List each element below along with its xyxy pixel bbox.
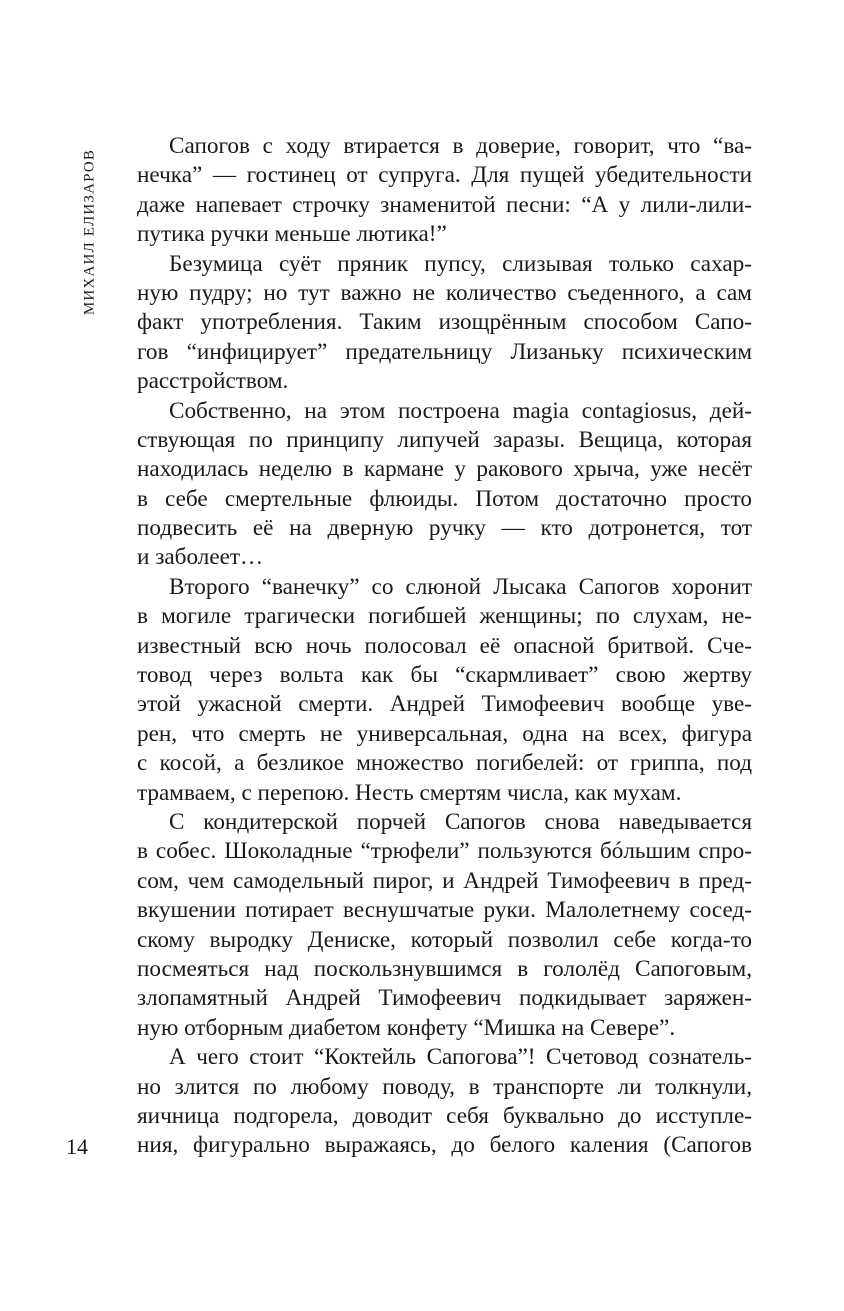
- text-line: А чего стоит “Коктейль Сапогова”! Счетовод сознатель-: [169, 1044, 752, 1071]
- text-line: в собес. Шоколадные “трюфели” пользуются бóльшим спро-: [137, 838, 752, 865]
- text-line: в могиле трагически погибшей женщины; по слухам, не-: [137, 603, 752, 630]
- text-line: нечка” — гостинец от супруга. Для пущей убедительности: [137, 162, 752, 189]
- paragraph: [137, 132, 752, 250]
- text-line: этой ужасной смерти. Андрей Тимофеевич вообще уве-: [137, 691, 752, 718]
- text-line: Безумица суёт пряник пупсу, слизывая только сахар-: [169, 250, 752, 277]
- text-line: подвесить её на дверную ручку — кто дотронется, тот: [137, 515, 752, 542]
- text-line: яичница подгорела, доводит себя буквально до исступле-: [137, 1102, 752, 1129]
- text-line: рен, что смерть не универсальная, одна на всех, фигура: [137, 720, 752, 747]
- running-head-author: МИХАИЛ ЕЛИЗАРОВ: [81, 148, 98, 316]
- text-line: в себе смертельные флюиды. Потом достаточно просто: [137, 485, 752, 512]
- text-line: товод через вольта как бы “скармливает” свою жертву: [137, 662, 752, 689]
- text-line: сом, чем самодельный пирог, и Андрей Тимофеевич в пред-: [137, 867, 752, 894]
- text-line: факт употребления. Таким изощрённым способом Сапо-: [137, 309, 752, 336]
- text-line: и заболеет…: [137, 544, 264, 571]
- text-line: злопамятный Андрей Тимофеевич подкидывает заряжен-: [137, 985, 752, 1012]
- text-line: Второго “ванечку” со слюной Лысака Сапогов хоронит: [169, 573, 752, 600]
- text-line: даже напевает строчку знаменитой песни: “А у лили-лили-: [137, 191, 752, 218]
- body-text: [137, 132, 752, 1161]
- text-line: Сапогов с ходу втирается в доверие, говорит, что “ва-: [169, 133, 752, 159]
- text-line: ную пудру; но тут важно не количество съеденного, а сам: [137, 279, 752, 306]
- text-line: ния, фигурально выражаясь, до белого каления (Сапогов: [137, 1132, 752, 1159]
- text-line: трамваем, с перепою. Несть смертям числа, как мухам.: [137, 779, 682, 806]
- text-line: Собственно, на этом построена magia contagiosus, дей-: [169, 397, 752, 424]
- page-number: 14: [66, 1134, 88, 1159]
- text-line: находилась неделю в кармане у ракового хрыча, уже несёт: [137, 456, 752, 483]
- paragraph: [137, 250, 752, 397]
- text-line: ствующая по принципу липучей заразы. Вещица, которая: [137, 426, 752, 453]
- text-line: гов “инфицирует” предательницу Лизаньку психическим: [137, 338, 752, 365]
- paragraph: [137, 808, 752, 1043]
- paragraph: [137, 573, 752, 808]
- text-line: расстройством.: [137, 368, 289, 395]
- text-line: но злится по любому поводу, в транспорте ли толкнули,: [137, 1073, 752, 1100]
- text-line: ную отборным диабетом конфету “Мишка на Севере”.: [137, 1014, 676, 1041]
- text-line: скому выродку Дениске, который позволил себе когда-то: [137, 926, 752, 953]
- paragraph: [137, 1043, 752, 1161]
- text-line: посмеяться над поскользнувшимся в гололёд Сапоговым,: [137, 955, 752, 982]
- text-line: известный всю ночь полосовал её опасной бритвой. Сче-: [137, 632, 752, 659]
- paragraph: [137, 397, 752, 573]
- text-line: вкушении потирает веснушчатые руки. Малолетнему сосед-: [137, 897, 752, 924]
- text-line: с косой, а безликое множество погибелей: от гриппа, под: [137, 750, 752, 777]
- text-line: путика ручки меньше лютика!”: [137, 221, 447, 248]
- text-line: С кондитерской порчей Сапогов снова наведывается: [169, 808, 752, 835]
